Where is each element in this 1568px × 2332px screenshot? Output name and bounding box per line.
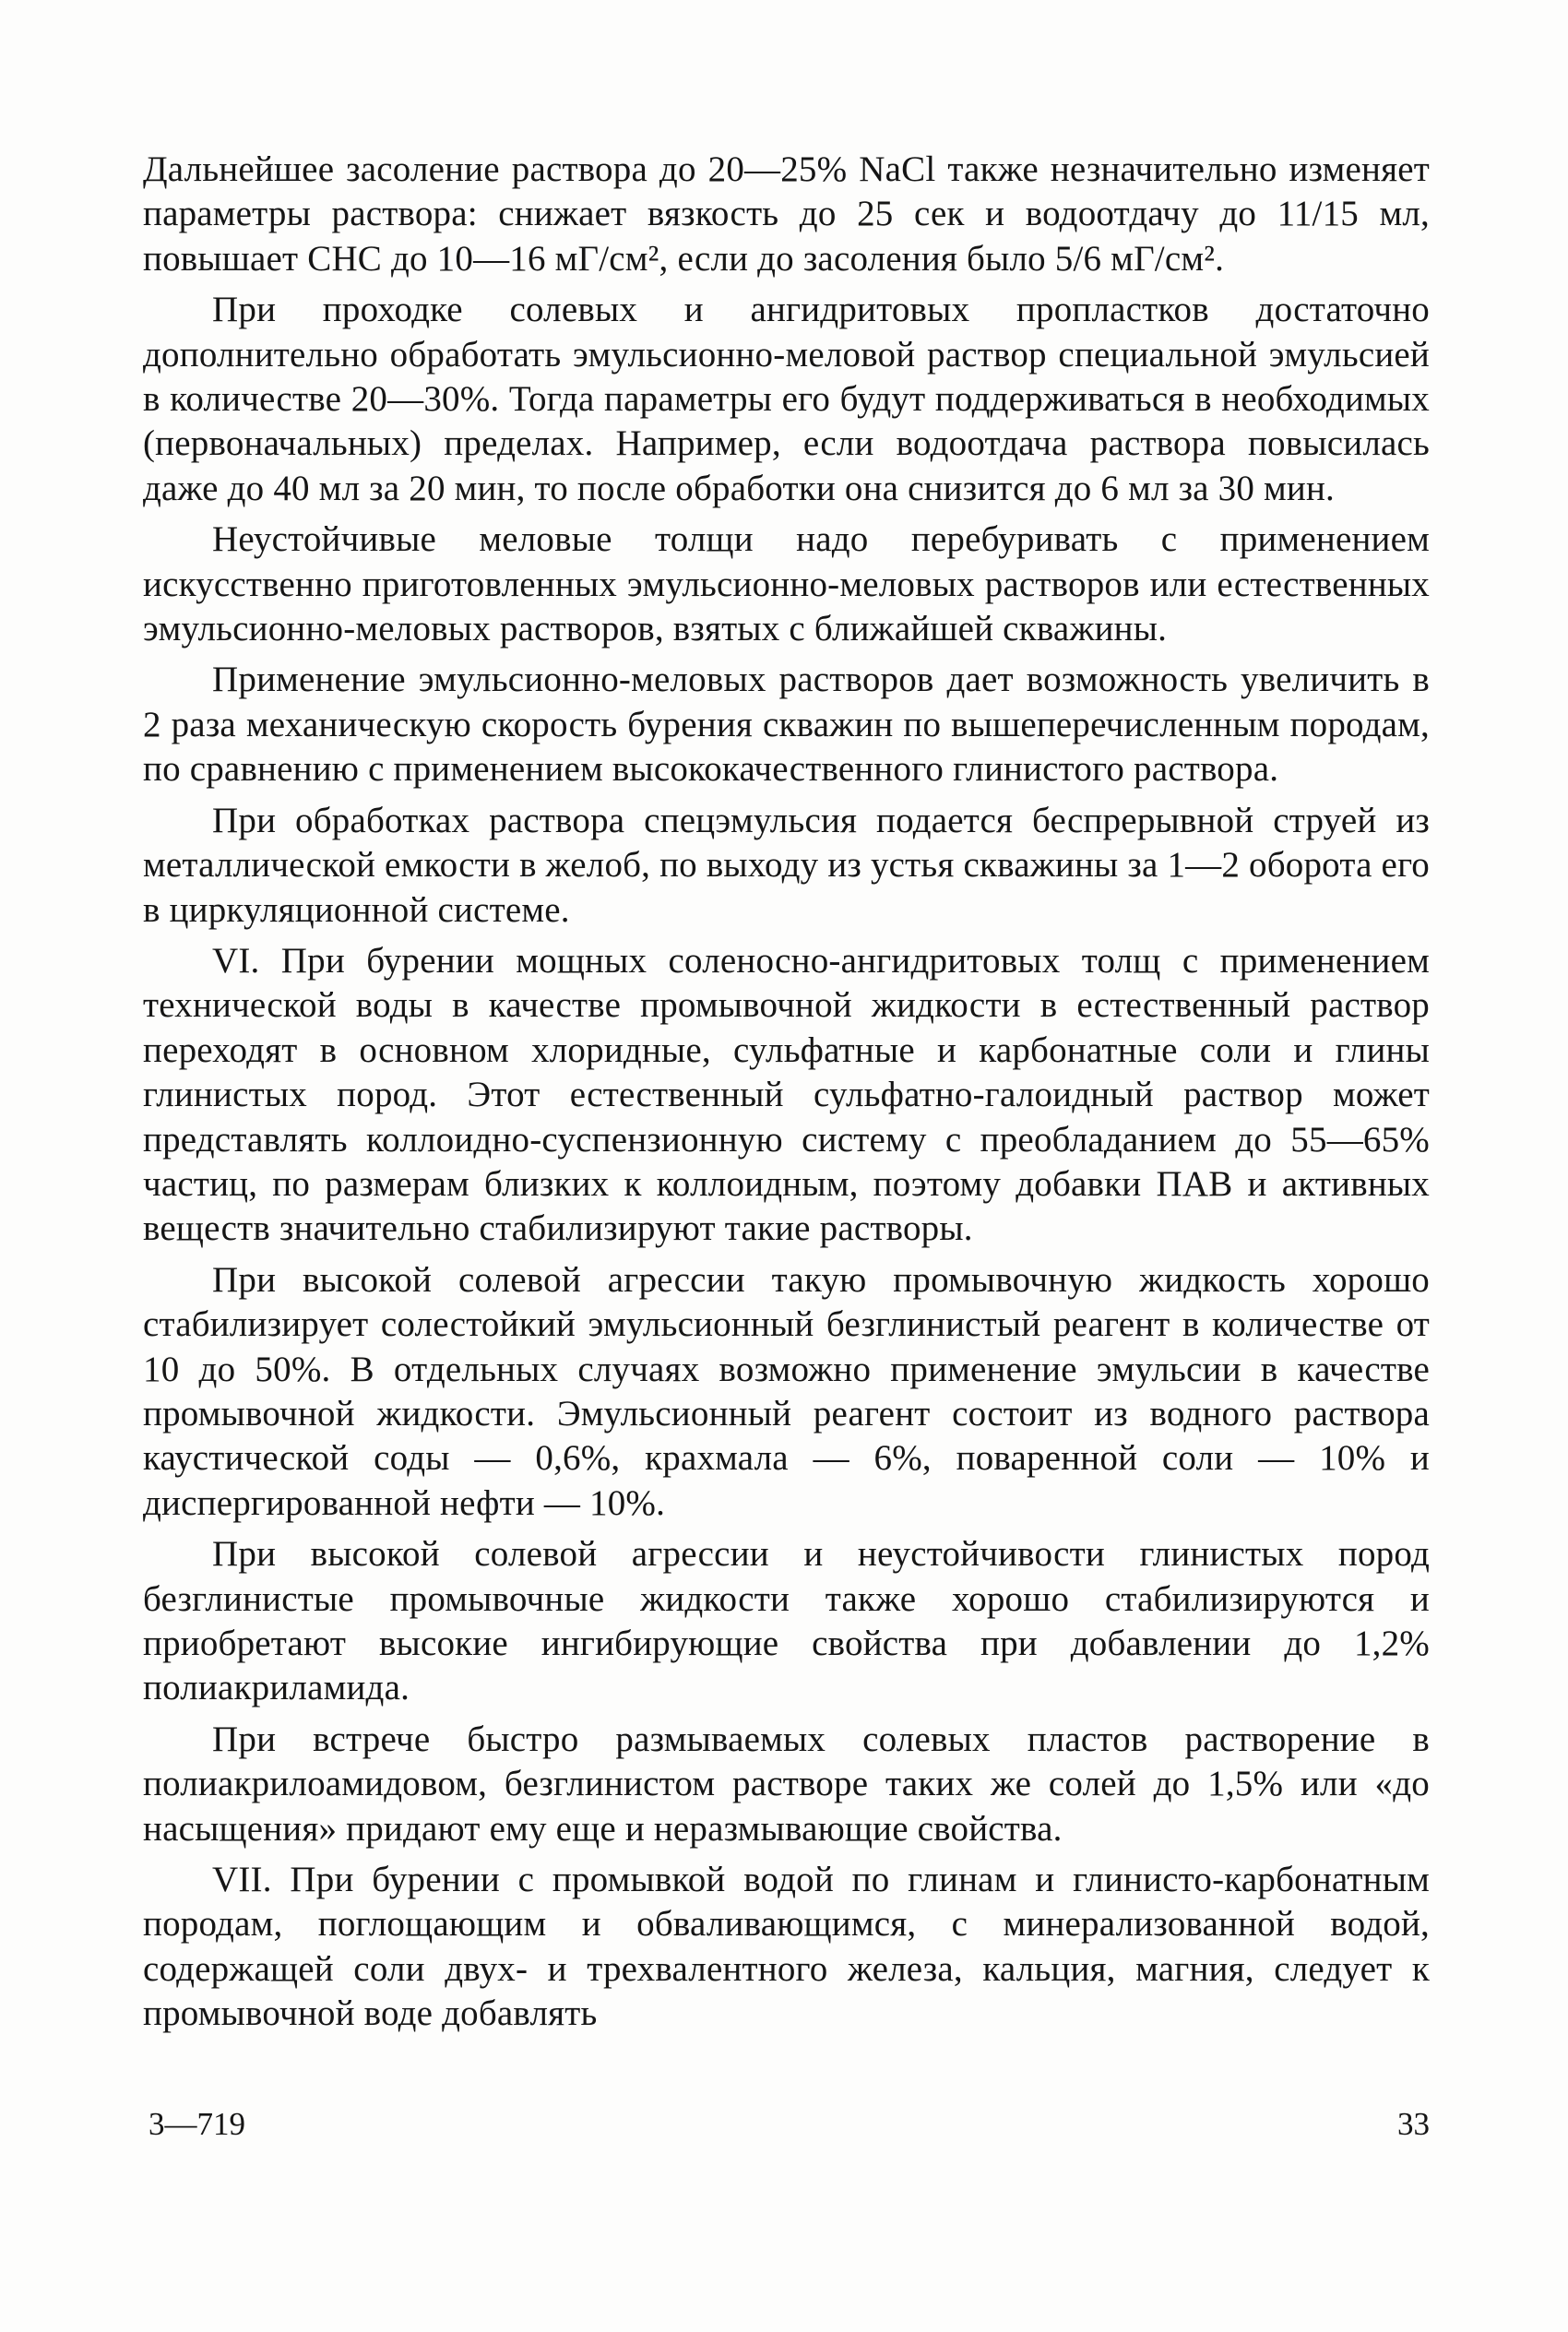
paragraph-section-vii: VII. При бурении с промывкой водой по глинам и глинисто-карбонатным породам, поглощающим и обваливающимся, с минерализованной водой, содержащей соли двух- и трехвалентного железа, кальция, магния, следует к промывочной воде добавлять — [143, 1860, 1430, 2034]
page-footer — [143, 2106, 1430, 2152]
paragraph: При высокой солевой агрессии такую промывочную жидкость хорошо стабилизирует солестойкий эмульсионный безглинистый реагент в количестве от 10 до 50%. В отдельных случаях возможно применение эмульсии в качестве промывочной жидкости. Эмульсионный реагент состоит из водного раствора каустической соды — 0,6%, крахмала — 6%, поваренной соли — 10% и диспергированной нефти — 10%. — [143, 1259, 1430, 1523]
paragraph: Применение эмульсионно-меловых растворов дает возможность увеличить в 2 раза механическую скорость бурения скважин по вышеперечисленным породам, по сравнению с применением высококачественного глинистого раствора. — [143, 660, 1430, 790]
paragraph-section-vi: VI. При бурении мощных соленосно-ангидритовых толщ с применением технической воды в качестве промывочной жидкости в естественный раствор переходят в основном хлоридные, сульфатные и карбонатные соли и глины глинистых пород. Этот естественный сульфатно-галоидный раствор может представлять коллоидно-суспензионную систему с преобладанием до 55—65% частиц, по размерам близких к коллоидным, поэтому добавки ПАВ и активных веществ значительно стабилизируют такие растворы. — [143, 940, 1430, 1249]
paragraph-continued: Дальнейшее засоление раствора до 20—25% NaCl также незначительно изменяет параметры раствора: снижает вязкость до 25 сек и водоотдачу до 11/15 мл, повышает СНС до 10—16 мГ/см², если до засоления было 5/6 мГ/см². — [143, 149, 1430, 279]
page-number: 33 — [1397, 2106, 1430, 2142]
paragraph: При встрече быстро размываемых солевых пластов растворение в полиакрилоамидовом, безглинистом растворе таких же солей до 1,5% или «до насыщения» придают ему еще и неразмывающие свойства. — [143, 1719, 1430, 1849]
printer-signature: 3—719 — [148, 2106, 245, 2142]
paragraph: При обработках раствора спецэмульсия подается беспрерывной струей из металлической емкости в желоб, по выходу из устья скважины за 1—2 оборота его в циркуляционной системе. — [143, 800, 1430, 930]
paragraph: При проходке солевых и ангидритовых пропластков достаточно дополнительно обработать эмульсионно-меловой раствор специальной эмульсией в количестве 20—30%. Тогда параметры его будут поддерживаться в необходимых (первоначальных) пределах. Например, если водоотдача раствора повысилась даже до 40 мл за 20 мин, то после обработки она снизится до 6 мл за 30 мин. — [143, 290, 1430, 508]
paragraph: Неустойчивые меловые толщи надо перебуривать с применением искусственно приготовленных эмульсионно-меловых растворов или естественных эмульсионно-меловых растворов, взятых с ближайшей скважины. — [143, 519, 1430, 649]
paragraph: При высокой солевой агрессии и неустойчивости глинистых пород безглинистые промывочные жидкости также хорошо стабилизируются и приобретают высокие ингибирующие свойства при добавлении до 1,2% полиакриламида. — [143, 1534, 1430, 1708]
body-text — [143, 148, 1430, 2043]
